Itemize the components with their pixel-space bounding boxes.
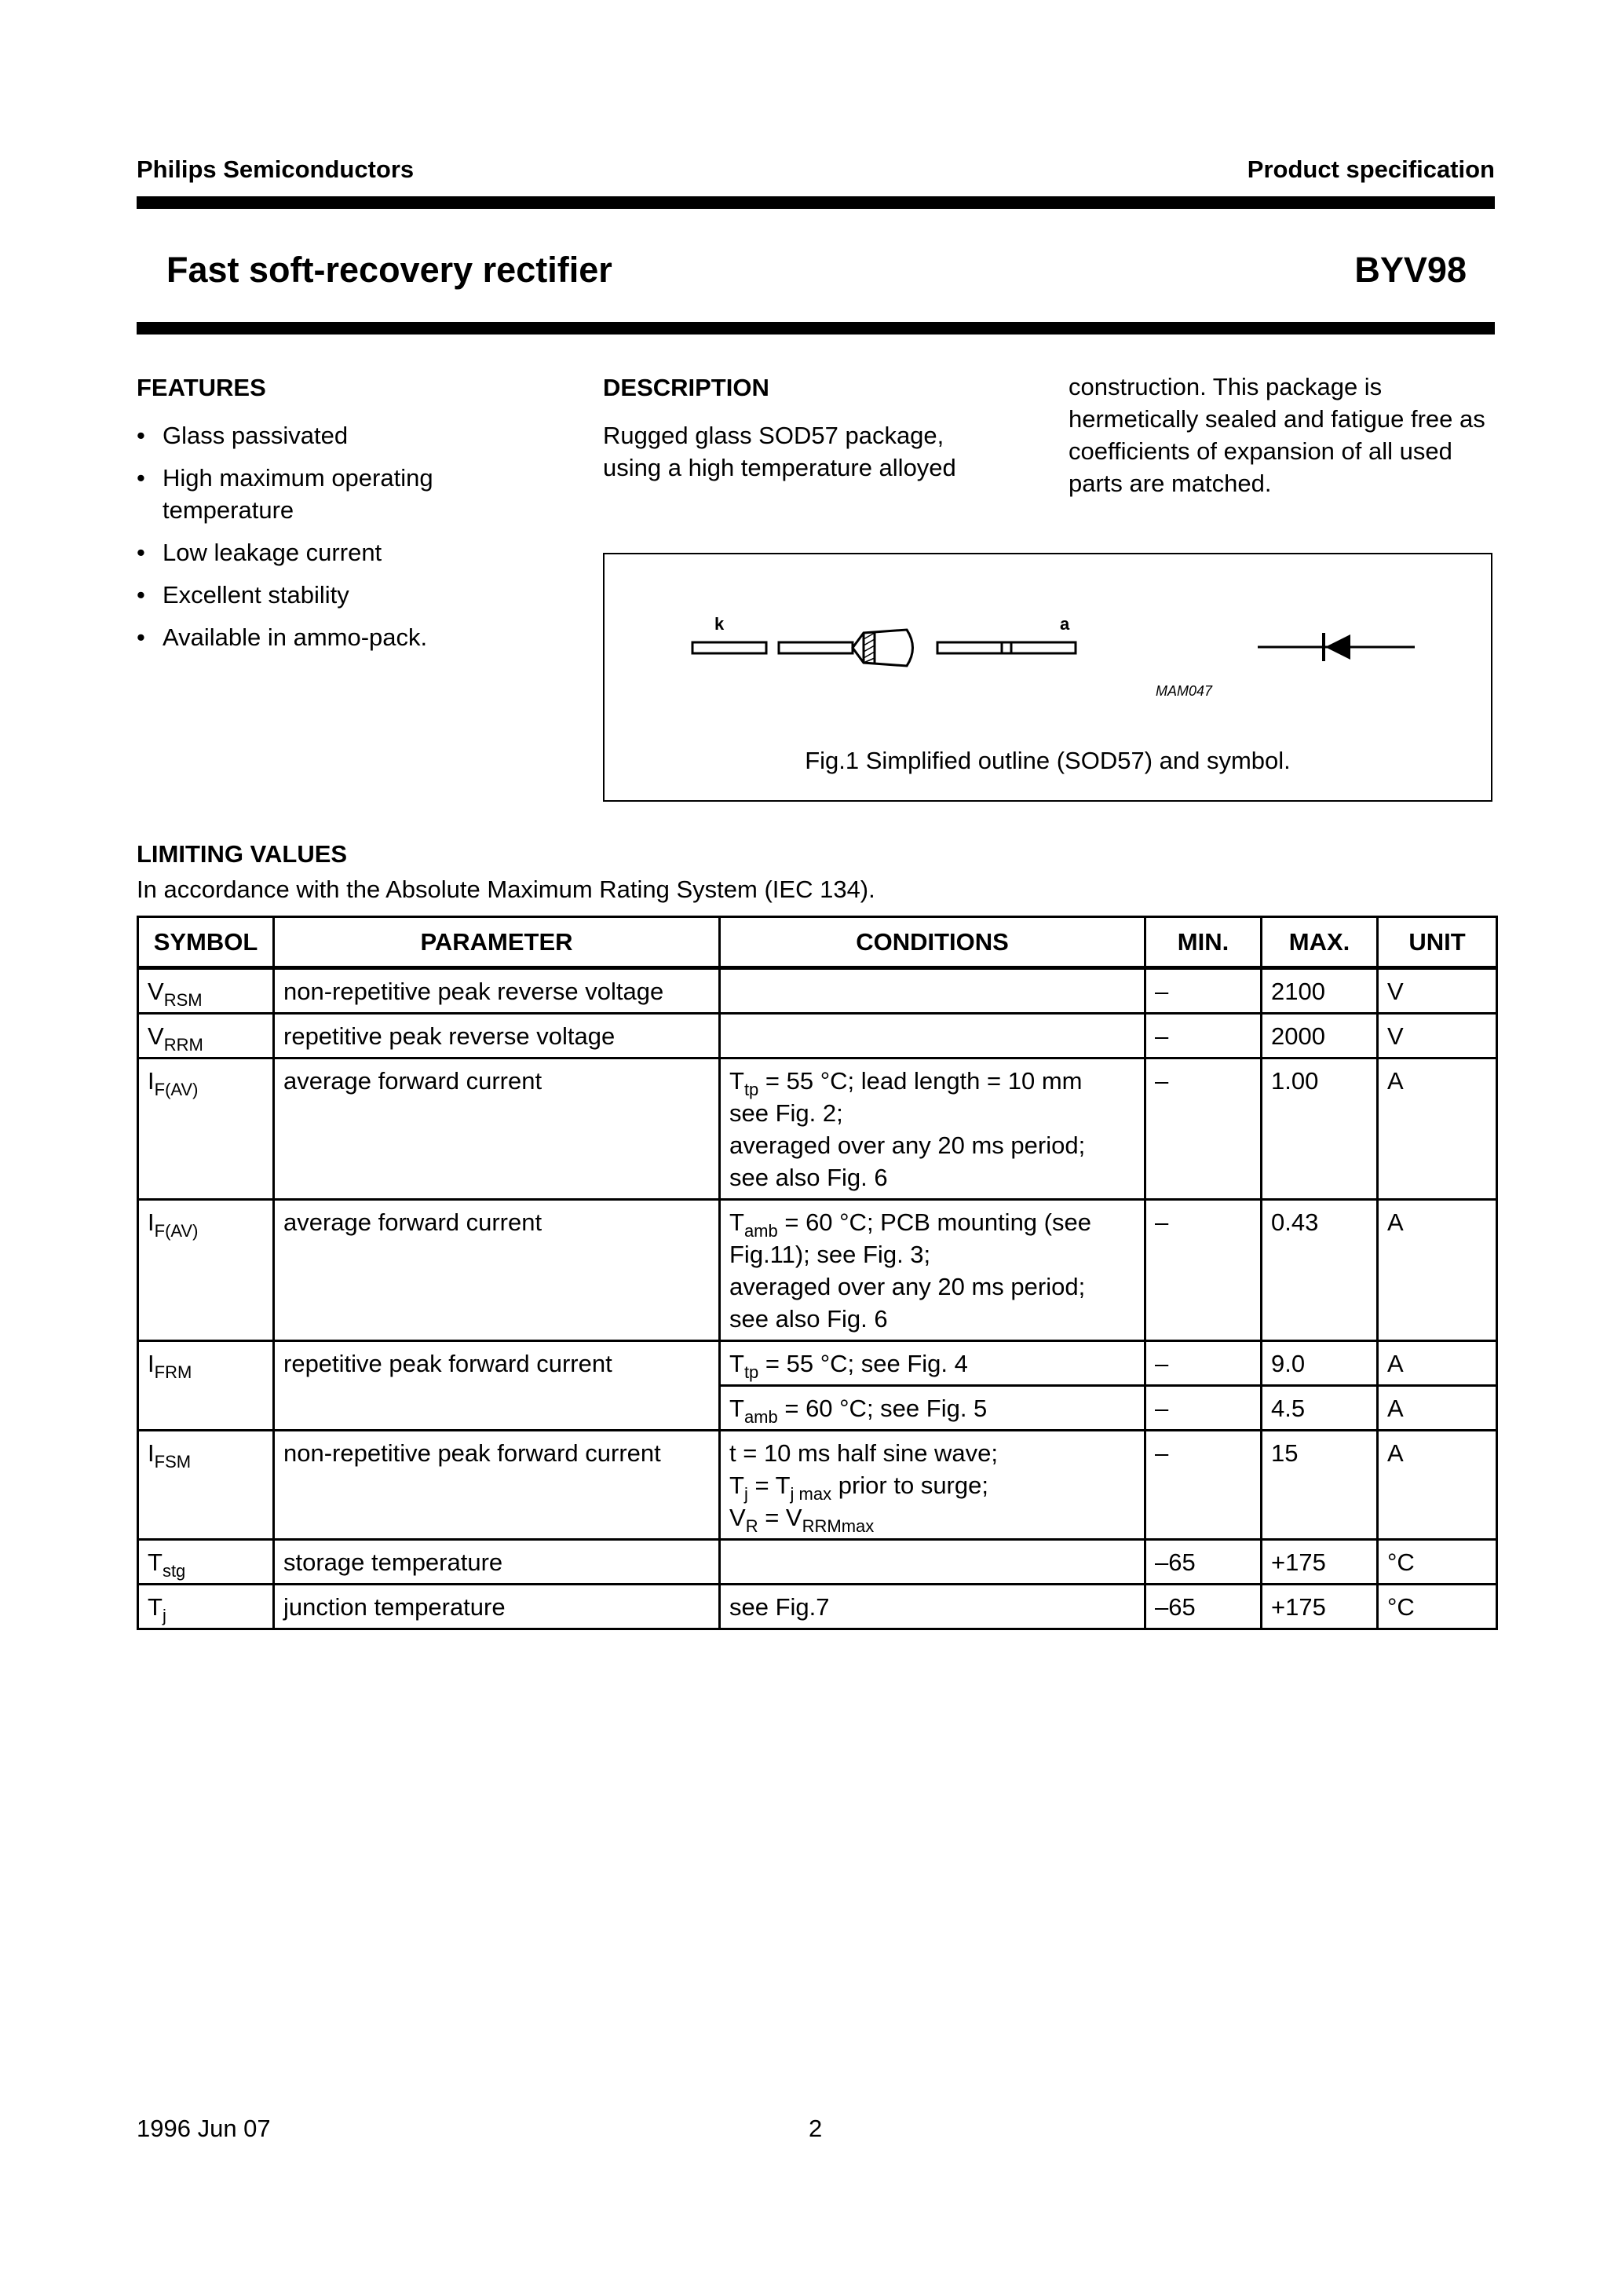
symbol-subscript: stg [162, 1561, 186, 1581]
condition-text: = T [747, 1472, 791, 1499]
condition-line [729, 1303, 1136, 1335]
page-title: Fast soft-recovery rectifier [166, 250, 612, 290]
parameter-cell: non-repetitive peak forward current [274, 1431, 720, 1540]
feature-item: • Low leakage current [137, 536, 482, 569]
max-cell: 9.0 [1262, 1341, 1378, 1386]
footer-date: 1996 Jun 07 [137, 2115, 271, 2142]
condition-text: T [729, 1350, 744, 1377]
min-cell: –65 [1145, 1585, 1262, 1629]
column-header: UNIT [1378, 917, 1497, 968]
unit-cell: A [1378, 1058, 1497, 1200]
min-cell: – [1145, 1200, 1262, 1341]
symbol-cell [138, 1431, 274, 1540]
parameter-cell: non-repetitive peak reverse voltage [274, 968, 720, 1014]
min-cell: – [1145, 968, 1262, 1014]
feature-item: • Available in ammo-pack. [137, 621, 482, 653]
table-row [138, 1431, 1497, 1540]
symbol-text: T [148, 1548, 163, 1576]
condition-text: prior to surge; [831, 1472, 988, 1499]
conditions-cell [720, 1540, 1145, 1585]
symbol-text: V [148, 1022, 164, 1050]
limiting-values-table [137, 916, 1498, 1630]
condition-text: see also Fig. 6 [729, 1305, 888, 1333]
symbol-subscript: j [162, 1606, 166, 1625]
unit-cell: A [1378, 1200, 1497, 1341]
condition-text: T [729, 1395, 744, 1422]
limiting-values-intro: In accordance with the Absolute Maximum Rating System (IEC 134). [137, 876, 875, 903]
figure-box [603, 553, 1492, 802]
symbol-cell [138, 1585, 274, 1629]
column-header: MIN. [1145, 917, 1262, 968]
min-cell: –65 [1145, 1540, 1262, 1585]
figure-caption: Fig.1 Simplified outline (SOD57) and symbol. [805, 747, 1291, 774]
conditions-cell [720, 1585, 1145, 1629]
unit-cell: °C [1378, 1540, 1497, 1585]
column-header: SYMBOL [138, 917, 274, 968]
symbol-cell [138, 1058, 274, 1200]
symbol-subscript: F(AV) [154, 1080, 199, 1099]
condition-subscript: j max [790, 1484, 832, 1504]
symbol-subscript: FRM [154, 1362, 192, 1382]
max-cell: 2000 [1262, 1014, 1378, 1058]
condition-subscript: amb [743, 1407, 778, 1427]
min-cell: – [1145, 1386, 1262, 1431]
description-text-2: construction. This package is hermetically sealed and fatigue free as coefficients of expansion of all used parts are matched. [1069, 373, 1485, 497]
condition-text: Fig.11); see Fig. 3; [729, 1241, 931, 1268]
table-row [138, 968, 1497, 1014]
condition-line [729, 1501, 1136, 1534]
conditions-cell [720, 1341, 1145, 1386]
table-row [138, 1014, 1497, 1058]
parameter-cell: average forward current [274, 1200, 720, 1341]
figure-code: MAM047 [1156, 683, 1213, 699]
parameter-cell: storage temperature [274, 1540, 720, 1585]
condition-text: = 55 °C; lead length = 10 mm [758, 1067, 1083, 1095]
condition-subscript: tp [743, 1080, 759, 1099]
condition-line [729, 1161, 1136, 1194]
symbol-cell [138, 968, 274, 1014]
condition-line [729, 1347, 1136, 1380]
limiting-values-body [138, 968, 1497, 1629]
conditions-cell [720, 968, 1145, 1014]
table-row [138, 1200, 1497, 1341]
condition-line [729, 1129, 1136, 1161]
parameter-cell: average forward current [274, 1058, 720, 1200]
max-cell: +175 [1262, 1540, 1378, 1585]
min-cell: – [1145, 1341, 1262, 1386]
document-type: Product specification [1247, 155, 1495, 183]
condition-text: = 60 °C; PCB mounting (see [777, 1208, 1091, 1236]
max-cell: 1.00 [1262, 1058, 1378, 1200]
symbol-subscript: RSM [163, 990, 203, 1010]
title-rule [137, 322, 1495, 335]
max-cell: 4.5 [1262, 1386, 1378, 1431]
description-heading: DESCRIPTION [603, 374, 769, 401]
table-row [138, 1585, 1497, 1629]
feature-item: • Excellent stability [137, 579, 482, 611]
condition-text: see Fig. 2; [729, 1099, 843, 1127]
condition-text: see Fig.7 [729, 1593, 830, 1621]
conditions-cell [720, 1058, 1145, 1200]
symbol-text: V [148, 978, 164, 1005]
symbol-text: I [148, 1350, 155, 1377]
condition-line [729, 1591, 1136, 1623]
condition-text: T [729, 1472, 744, 1499]
condition-text: = V [758, 1504, 802, 1531]
column-header: CONDITIONS [720, 917, 1145, 968]
company-name: Philips Semiconductors [137, 155, 415, 183]
diode-symbol-icon [1258, 623, 1415, 671]
min-cell: – [1145, 1014, 1262, 1058]
max-cell: +175 [1262, 1585, 1378, 1629]
max-cell: 0.43 [1262, 1200, 1378, 1341]
symbol-cell [138, 1540, 274, 1585]
parameter-cell: junction temperature [274, 1585, 720, 1629]
condition-text: T [729, 1208, 744, 1236]
condition-text: = 60 °C; see Fig. 5 [777, 1395, 988, 1422]
condition-text: see also Fig. 6 [729, 1164, 888, 1191]
condition-line [729, 1437, 1136, 1469]
condition-subscript: amb [743, 1221, 778, 1241]
condition-text: averaged over any 20 ms period; [729, 1132, 1086, 1159]
condition-line [729, 1238, 1136, 1270]
min-cell: – [1145, 1431, 1262, 1540]
feature-item: • Glass passivated [137, 419, 482, 452]
symbol-cell [138, 1200, 274, 1341]
unit-cell: V [1378, 968, 1497, 1014]
parameter-cell: repetitive peak forward current [274, 1341, 720, 1431]
features-list [137, 419, 482, 664]
limiting-values-heading: LIMITING VALUES [137, 840, 348, 868]
column-header: PARAMETER [274, 917, 720, 968]
conditions-cell [720, 1200, 1145, 1341]
symbol-subscript: F(AV) [154, 1221, 199, 1241]
column-header: MAX. [1262, 917, 1378, 968]
max-cell: 2100 [1262, 968, 1378, 1014]
condition-line [729, 1065, 1136, 1097]
conditions-cell [720, 1386, 1145, 1431]
anode-label: a [1060, 614, 1070, 634]
symbol-cell [138, 1014, 274, 1058]
condition-text: V [729, 1504, 746, 1531]
symbol-subscript: FSM [154, 1452, 192, 1472]
unit-cell: A [1378, 1386, 1497, 1431]
condition-subscript: tp [743, 1362, 759, 1382]
condition-line [729, 1469, 1136, 1504]
conditions-cell [720, 1014, 1145, 1058]
feature-item: • High maximum operating temperature [137, 462, 482, 526]
table-row [138, 1058, 1497, 1200]
min-cell: – [1145, 1058, 1262, 1200]
features-heading: FEATURES [137, 374, 266, 401]
condition-text: t = 10 ms half sine wave; [729, 1439, 999, 1467]
condition-line [729, 1270, 1136, 1303]
table-header-row [138, 917, 1497, 968]
symbol-text: T [148, 1593, 163, 1621]
condition-subscript: RRMmax [802, 1516, 875, 1536]
table-row [138, 1341, 1497, 1386]
cathode-label: k [714, 614, 725, 634]
max-cell: 15 [1262, 1431, 1378, 1540]
unit-cell: A [1378, 1431, 1497, 1540]
symbol-text: I [148, 1067, 155, 1095]
condition-text: averaged over any 20 ms period; [729, 1273, 1086, 1300]
page-number: 2 [809, 2115, 823, 2142]
conditions-cell [720, 1431, 1145, 1540]
condition-line [729, 1097, 1136, 1129]
symbol-cell [138, 1341, 274, 1431]
header-rule [137, 196, 1495, 209]
symbol-text: I [148, 1208, 155, 1236]
condition-subscript: j [743, 1484, 748, 1504]
unit-cell: °C [1378, 1585, 1497, 1629]
parameter-cell: repetitive peak reverse voltage [274, 1014, 720, 1058]
condition-line [729, 1392, 1136, 1427]
condition-line [729, 1206, 1136, 1241]
part-number: BYV98 [1354, 250, 1467, 290]
symbol-subscript: RRM [163, 1035, 203, 1055]
condition-subscript: R [745, 1516, 758, 1536]
condition-text: = 55 °C; see Fig. 4 [758, 1350, 968, 1377]
symbol-text: I [148, 1439, 155, 1467]
condition-text: T [729, 1067, 744, 1095]
table-row [138, 1540, 1497, 1585]
description-text-1: Rugged glass SOD57 package, using a high temperature alloyed [603, 422, 956, 481]
unit-cell: A [1378, 1341, 1497, 1386]
unit-cell: V [1378, 1014, 1497, 1058]
